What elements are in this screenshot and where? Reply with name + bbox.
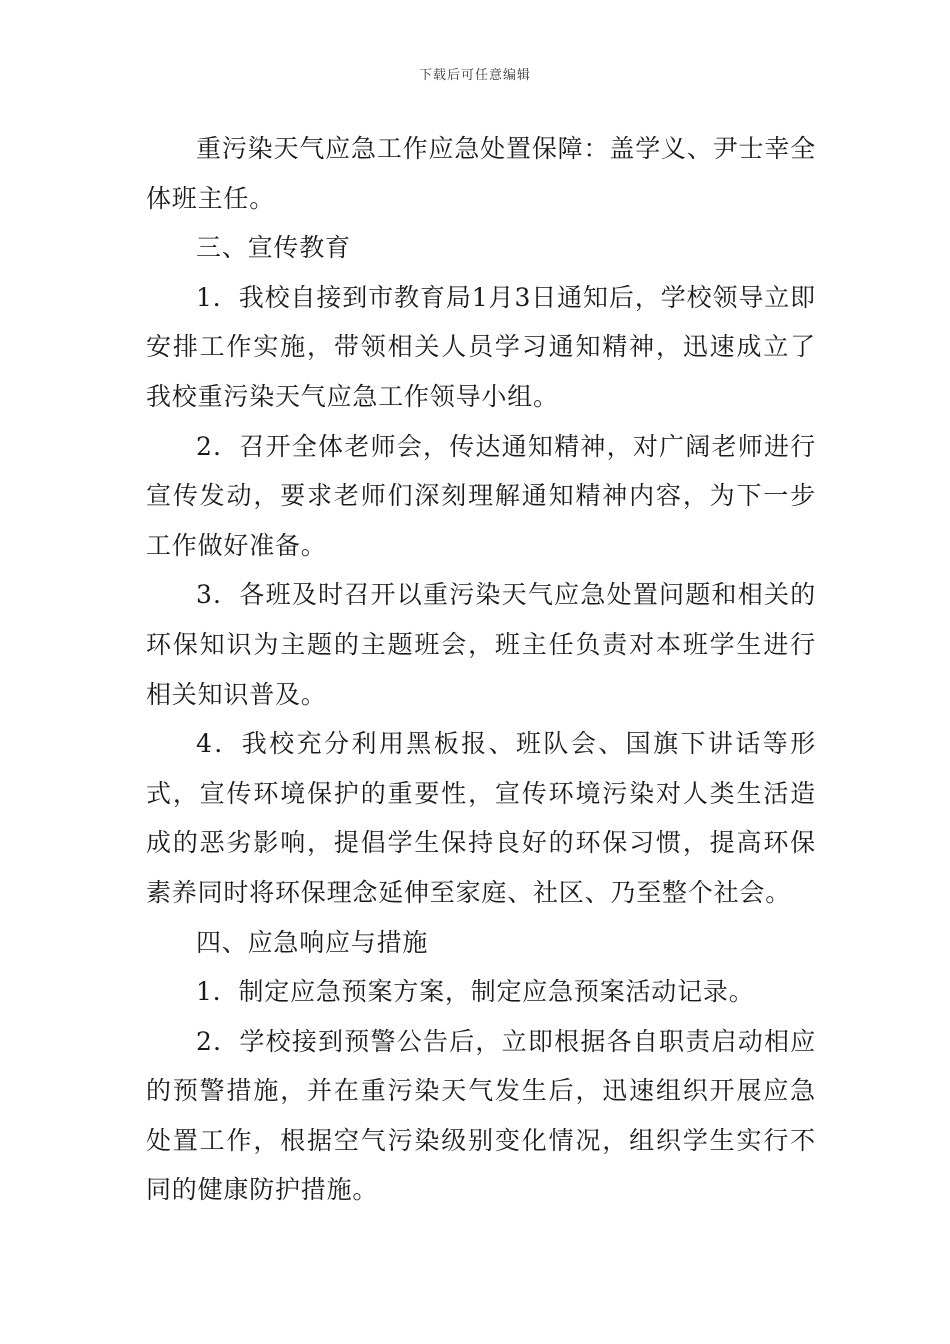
page-header: 下载后可任意编辑 (418, 68, 531, 83)
paragraph-response-2: 2．学校接到预警公告后，立即根据各自职责启动相应的预警措施，并在重污染天气发生后，迅速组织开展应急处置工作，根据空气污染级别变化情况，组织学生实行不同的健康防护措施。 (146, 1026, 816, 1205)
paragraph-item-4: 4．我校充分利用黑板报、班队会、国旗下讲话等形式，宣传环境保护的重要性，宣传环境污染对人类生活造成的恶劣影响，提倡学生保持良好的环保习惯，提高环保素养同时将环保理念延伸至家庭、社区、乃至整个社会。 (146, 729, 816, 907)
paragraph-item-3: 3．各班及时召开以重污染天气应急处置问题和相关的环保知识为主题的主题班会，班主任负责对本班学生进行相关知识普及。 (146, 580, 816, 709)
paragraph-item-2: 2．召开全体老师会，传达通知精神，对广阔老师进行宣传发动，要求老师们深刻理解通知精神内容，为下一步工作做好准备。 (146, 431, 816, 560)
section-heading-response: 四、应急响应与措施 (196, 927, 429, 957)
paragraph-response-1: 1．制定应急预案方案，制定应急预案活动记录。 (196, 977, 755, 1007)
paragraph-item-1: 1．我校自接到市教育局1月3日通知后，学校领导立即安排工作实施，带领相关人员学习通知精神，迅速成立了我校重污染天气应急工作领导小组。 (146, 282, 816, 411)
paragraph-emergency-support: 重污染天气应急工作应急处置保障：盖学义、尹士幸全体班主任。 (146, 134, 816, 213)
section-heading-publicity: 三、宣传教育 (196, 233, 351, 263)
document-body (146, 124, 816, 1215)
